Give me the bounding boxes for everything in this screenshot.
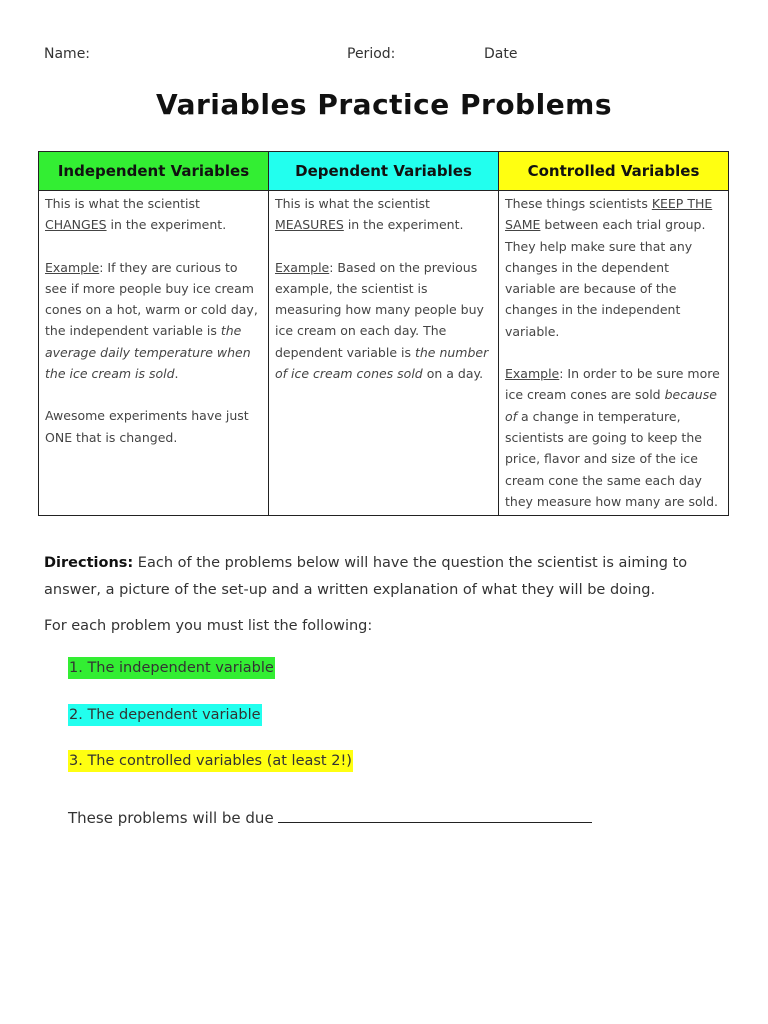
date-label: Date <box>484 46 518 62</box>
name-label: Name: <box>44 46 91 62</box>
directions-paragraph <box>44 550 734 604</box>
independent-variables-heading: Independent Variables <box>39 152 269 191</box>
controlled-example: Example: In order to be sure more ice cream cones are sold because of a change in temperature, scientists are going to keep the price, flavor and size of the ice cream cone the same each day they measure how many are sold. <box>505 366 720 509</box>
table-body-row <box>39 191 729 516</box>
controlled-variables-cell <box>499 191 729 516</box>
directions-text: Each of the problems below will have the question the scientist is aiming to answer, a picture of the set-up and a written explanation of what they will be doing. <box>44 555 688 598</box>
due-date-line <box>68 808 592 827</box>
for-each-instruction: For each problem you must list the following: <box>44 618 373 634</box>
independent-variables-cell <box>39 191 269 516</box>
due-date-label: These problems will be due <box>68 809 274 827</box>
dependent-variables-cell <box>269 191 499 516</box>
period-label: Period: <box>347 46 396 62</box>
page-title: Variables Practice Problems <box>155 88 613 121</box>
controlled-variables-heading: Controlled Variables <box>499 152 729 191</box>
due-date-blank[interactable] <box>278 808 592 823</box>
controlled-definition: These things scientists KEEP THE SAME between each trial group. They help make sure that any changes in the dependent variable are because of the changes in the independent variable. <box>505 196 713 339</box>
independent-definition: This is what the scientist CHANGES in the experiment. <box>45 196 227 233</box>
independent-note: Awesome experiments have just ONE that is changed. <box>45 408 249 445</box>
requirement-independent: 1. The independent variable <box>68 657 275 679</box>
requirement-dependent: 2. The dependent variable <box>68 704 262 726</box>
dependent-variables-heading: Dependent Variables <box>269 152 499 191</box>
requirement-controlled: 3. The controlled variables (at least 2!) <box>68 750 353 772</box>
dependent-definition: This is what the scientist MEASURES in the experiment. <box>275 196 464 233</box>
table-header-row <box>39 152 729 191</box>
dependent-example: Example: Based on the previous example, the scientist is measuring how many people buy ice cream on each day. The dependent variable is the number of ice cream cones sold on a day. <box>275 259 489 382</box>
independent-example: Example: If they are curious to see if more people buy ice cream cones on a hot, warm or cold day, the independent variable is the average daily temperature when the ice cream is sold. <box>45 259 258 382</box>
directions-label: Directions: <box>44 555 134 571</box>
variables-table <box>38 151 729 516</box>
